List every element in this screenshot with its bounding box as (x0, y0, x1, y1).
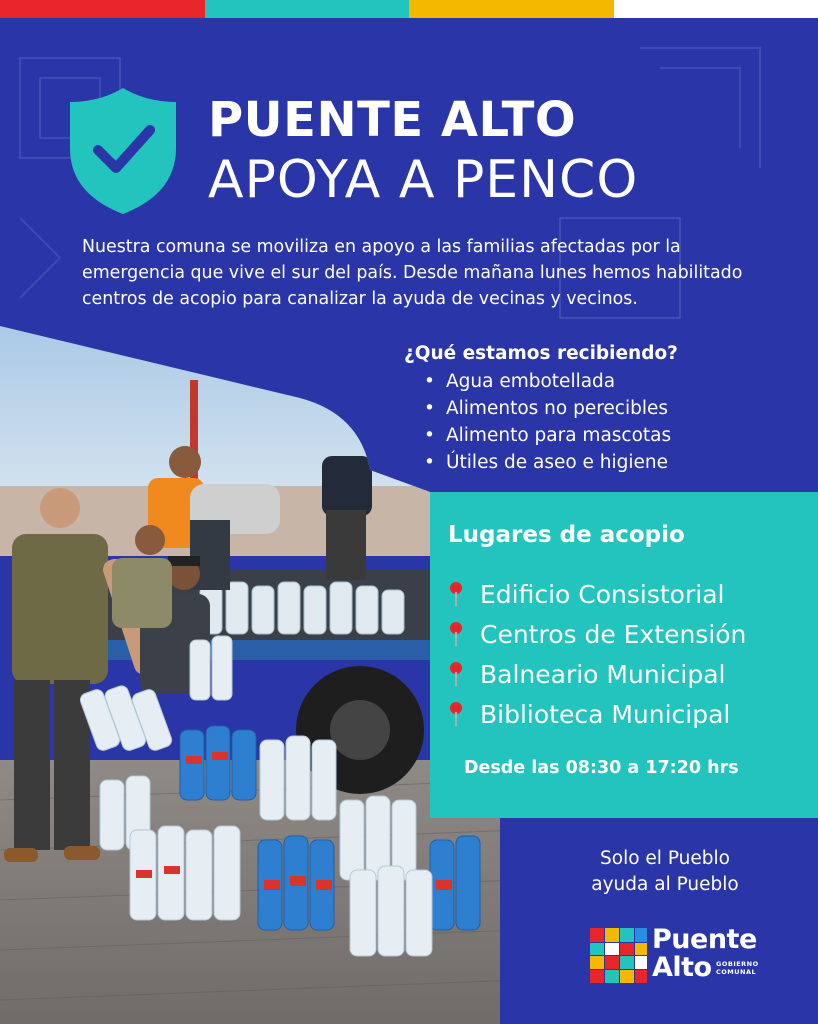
bullet-icon: • (424, 371, 435, 392)
headline-line-2: APOYA A PENCO (208, 150, 639, 210)
receiving-title: ¿Qué estamos recibiendo? (404, 343, 678, 364)
receiving-list (424, 368, 804, 476)
collection-points-title: Lugares de acopio (448, 522, 685, 548)
list-item (424, 395, 804, 422)
collection-point-label: Edificio Consistorial (480, 579, 725, 609)
collection-points-list (448, 574, 808, 734)
headline-line-1: PUENTE ALTO (208, 92, 577, 148)
slogan-line-2: ayuda al Pueblo (591, 874, 739, 895)
list-item (448, 654, 808, 694)
collection-point-label: Biblioteca Municipal (480, 699, 731, 729)
logo-word-1: Puente (652, 924, 757, 955)
logo-mosaic-icon (590, 928, 648, 984)
logo-subtitle-line-2: COMUNAL (716, 968, 757, 976)
list-item (448, 574, 808, 614)
collection-point-label: Balneario Municipal (480, 659, 726, 689)
receiving-item-label: Útiles de aseo e higiene (446, 452, 669, 473)
slogan-line-1: Solo el Pueblo (600, 848, 730, 869)
list-item (448, 694, 808, 734)
intro-paragraph: Nuestra comuna se moviliza en apoyo a las familias afectadas por la emergencia que vive el sur del país. Desde mañana lunes hemos habilitado centros de acopio para canalizar la ayuda de vecinas y vecinos. (82, 237, 743, 309)
list-item (424, 449, 804, 476)
receiving-item-label: Alimento para mascotas (446, 425, 672, 446)
receiving-item-label: Alimentos no perecibles (446, 398, 668, 419)
logo-subtitle-line-1: GOBIERNO (716, 960, 759, 968)
puente-alto-logo (590, 924, 770, 988)
opening-hours: Desde las 08:30 a 17:20 hrs (464, 758, 739, 778)
shield-check-icon (68, 86, 178, 216)
bullet-icon: • (424, 398, 435, 419)
receiving-section (404, 340, 804, 476)
map-pin-icon (448, 619, 470, 649)
map-pin-icon (448, 579, 470, 609)
list-item (424, 422, 804, 449)
map-pin-icon (448, 659, 470, 689)
collection-point-label: Centros de Extensión (480, 619, 747, 649)
bullet-icon: • (424, 425, 435, 446)
bullet-icon: • (424, 452, 435, 473)
logo-word-2: Alto (652, 952, 712, 983)
receiving-item-label: Agua embotellada (446, 371, 616, 392)
list-item (448, 614, 808, 654)
logo-subtitle (716, 960, 776, 976)
map-pin-icon (448, 699, 470, 729)
slogan (540, 846, 790, 898)
list-item (424, 368, 804, 395)
